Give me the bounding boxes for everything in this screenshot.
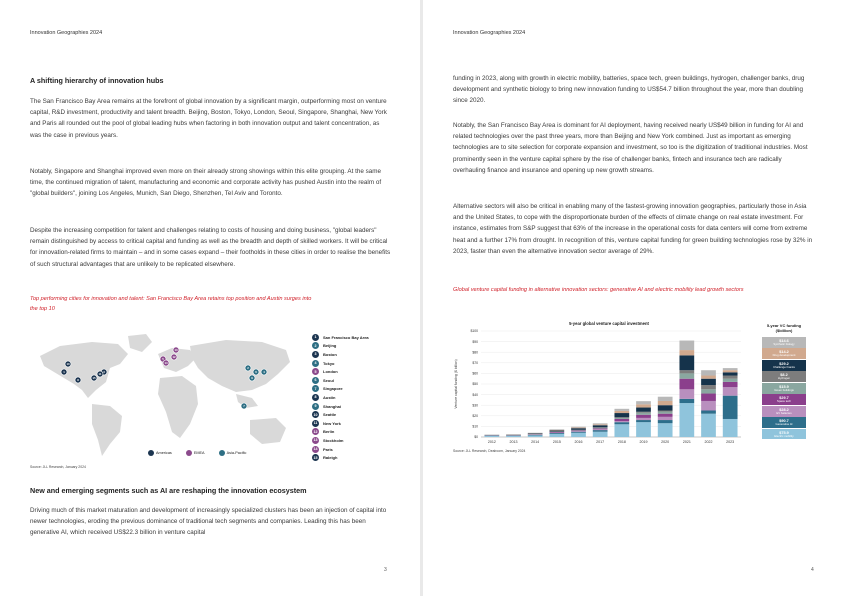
x-tick-label: 2017 bbox=[596, 440, 605, 444]
bar-segment bbox=[658, 420, 673, 423]
bar-segment bbox=[679, 403, 694, 437]
bar-segment bbox=[701, 401, 716, 411]
vc-total-sector: Generative AI bbox=[775, 422, 793, 427]
bar-segment bbox=[571, 433, 586, 437]
bar-segment bbox=[614, 421, 629, 422]
city-name: Boston bbox=[323, 351, 337, 357]
y-tick-label: $40 bbox=[472, 392, 478, 397]
bar-segment bbox=[701, 394, 716, 401]
bar-segment bbox=[593, 428, 608, 429]
y-tick-label: $100 bbox=[470, 329, 478, 334]
vc-total-value: $90.7 bbox=[779, 419, 789, 424]
vc-total-value: $14.2 bbox=[779, 350, 789, 355]
x-tick-label: 2012 bbox=[487, 440, 496, 444]
city-rank-badge: 6 bbox=[312, 377, 319, 384]
city-marker-label: 15 bbox=[92, 376, 96, 381]
chart-title: 5-year global venture capital investment bbox=[569, 321, 649, 326]
x-tick-label: 2016 bbox=[574, 440, 583, 444]
bar-segment bbox=[571, 431, 586, 432]
city-marker-label: 10 bbox=[66, 362, 70, 367]
bar-segment bbox=[701, 389, 716, 393]
north-america-shape bbox=[40, 342, 128, 398]
vc-total-sector: Challenger banks bbox=[773, 364, 795, 369]
x-tick-label: 2021 bbox=[682, 440, 691, 444]
bar-segment bbox=[614, 413, 629, 417]
africa-shape bbox=[158, 376, 198, 438]
city-rank-badge: 15 bbox=[313, 455, 318, 460]
x-tick-label: 2015 bbox=[552, 440, 561, 444]
city-name: New York bbox=[323, 420, 341, 426]
bar-segment bbox=[528, 435, 543, 437]
bar-segment bbox=[723, 387, 738, 395]
bar-segment bbox=[723, 379, 738, 382]
y-tick-label: $80 bbox=[472, 350, 478, 355]
city-marker bbox=[241, 403, 247, 409]
y-tick-label: $10 bbox=[472, 424, 478, 429]
city-rank-badge: 3 bbox=[312, 351, 319, 358]
bar-segment bbox=[701, 379, 716, 385]
bar-segment bbox=[593, 428, 608, 429]
body-paragraph: Notably, the San Francisco Bay Area is dominant for AI deployment, having received nearly US$49 billion in funding for AI and related technologies over the past three years, more than Beijing and New York combined. Just as important as emerging technologies are to site selection for corporate expansion and investment, so too is the digitization of traditional industries. Most prominently seen in the venture capital sphere by the rise of challenger banks, fintech and insurance tech are radically overhauling finance and insurance and opening up new growth streams. bbox=[453, 122, 808, 174]
city-list-item bbox=[312, 445, 369, 454]
vc-total-value: $28.2 bbox=[779, 407, 789, 412]
city-marker-label: 1 bbox=[63, 370, 65, 375]
city-rank-badge: 12 bbox=[313, 429, 318, 434]
bar-segment bbox=[593, 425, 608, 427]
bar-segment bbox=[614, 424, 629, 437]
bar-segment bbox=[679, 399, 694, 403]
bar-segment bbox=[636, 401, 651, 404]
page-number: 3 bbox=[384, 567, 387, 573]
vc-total-box bbox=[762, 383, 806, 394]
city-name: San Francisco Bay Area bbox=[323, 334, 369, 340]
bar-segment bbox=[614, 419, 629, 421]
bar-segment bbox=[658, 401, 673, 405]
vc-total-sector: Synthetic biology bbox=[773, 341, 795, 346]
right-page bbox=[423, 0, 843, 596]
vc-total-value: $15.9 bbox=[779, 384, 789, 389]
bar-segment bbox=[593, 429, 608, 430]
city-marker-label: 12 bbox=[172, 355, 176, 360]
bar-segment bbox=[658, 423, 673, 437]
region-legend-asia-pacific bbox=[219, 450, 247, 456]
bar-segment bbox=[636, 415, 651, 418]
bar-segment bbox=[549, 430, 564, 431]
city-marker bbox=[173, 347, 179, 353]
body-paragraph: Despite the increasing competition for talent and challenges relating to costs of housing and doing business, "global leaders" remain distinguished by access to critical capital and funding as well as the breadth and depth of skilled workers. It will be critical for innovation-related firms to maintain – and in some cases expand – their footholds in these cities in order to realise the benefits of such structural advantages that are unlikely to be replicated elsewhere. bbox=[30, 227, 391, 268]
y-tick-label: $30 bbox=[472, 403, 478, 408]
bar-segment bbox=[636, 413, 651, 415]
bar-segment bbox=[549, 433, 564, 434]
bar-segment bbox=[679, 373, 694, 378]
bar-segment bbox=[723, 368, 738, 370]
running-header: Innovation Geographies 2024 bbox=[30, 30, 103, 36]
x-tick-label: 2019 bbox=[639, 440, 648, 444]
city-list-item bbox=[312, 342, 369, 351]
y-tick-label: $20 bbox=[472, 414, 478, 418]
city-rank-badge: 2 bbox=[312, 342, 319, 349]
bar-segment bbox=[658, 414, 673, 417]
city-name: Seoul bbox=[323, 377, 334, 383]
bar-segment bbox=[593, 430, 608, 432]
bar-segment bbox=[571, 427, 586, 428]
city-marker bbox=[65, 361, 71, 367]
city-marker bbox=[91, 375, 97, 381]
city-marker bbox=[61, 369, 67, 375]
vc-total-sector: Electric mobility bbox=[774, 433, 794, 438]
city-marker-label: 4 bbox=[263, 370, 265, 375]
bar-segment bbox=[571, 431, 586, 432]
bar-segment bbox=[506, 436, 521, 437]
bar-segment bbox=[636, 422, 651, 437]
vc-total-value: $29.2 bbox=[779, 361, 789, 366]
region-legend-americas bbox=[148, 450, 172, 456]
bar-segment bbox=[658, 405, 673, 410]
city-list-item bbox=[312, 428, 369, 437]
city-marker-label: 13 bbox=[174, 348, 178, 353]
city-list-item bbox=[312, 410, 369, 419]
bar-segment bbox=[571, 428, 586, 430]
bar-segment bbox=[593, 432, 608, 437]
vc-total-sector: Space tech bbox=[777, 399, 791, 404]
vc-total-value: $14.6 bbox=[779, 338, 789, 343]
map-source: Source: JLL Research, January 2024 bbox=[30, 465, 86, 469]
region-label: Asia-Pacific bbox=[226, 451, 247, 455]
bar-segment bbox=[549, 430, 564, 431]
city-marker bbox=[171, 354, 177, 360]
city-marker bbox=[75, 377, 81, 383]
bar-segment bbox=[679, 379, 694, 390]
city-rank-badge: 13 bbox=[313, 438, 318, 443]
bar-segment bbox=[701, 414, 716, 437]
vc-panel-title: 5-year VC funding ($billion) bbox=[766, 323, 802, 333]
chart-source: Source: JLL Research, Dealroom, January 2024 bbox=[453, 449, 526, 453]
city-rank-badge: 10 bbox=[313, 412, 318, 417]
city-list-item bbox=[312, 367, 369, 376]
city-name: Berlin bbox=[323, 429, 335, 435]
bar-segment bbox=[723, 372, 738, 375]
region-legend bbox=[148, 450, 246, 456]
city-marker bbox=[245, 365, 251, 371]
y-tick-label: $60 bbox=[472, 371, 478, 376]
city-marker bbox=[261, 369, 267, 375]
city-list-item bbox=[312, 350, 369, 359]
body-paragraph: Notably, Singapore and Shanghai improved even more on their already strong showings within this elite grouping. At the same time, the continued migration of talent, manufacturing and economic and corporate activity has pushed Austin into the realm of "global builders", joining Los Angeles, Munich, San Diego, Shenzhen, Tel Aviv and Toronto. bbox=[30, 168, 382, 198]
x-tick-label: 2018 bbox=[617, 440, 626, 444]
city-name: Raleigh bbox=[323, 455, 338, 461]
vc-total-box bbox=[762, 406, 806, 417]
chart-caption: Global venture capital funding in alternative innovation sectors: generative AI and electric mobility lead growth sectors bbox=[453, 287, 744, 293]
vc-total-sector: Hydrogen bbox=[777, 376, 791, 381]
city-marker bbox=[249, 375, 255, 381]
city-name: Singapore bbox=[323, 386, 343, 392]
left-page bbox=[0, 0, 420, 596]
vc-total-sector: Drug development bbox=[772, 353, 796, 358]
city-name: Stockholm bbox=[323, 437, 344, 443]
bar-segment bbox=[549, 434, 564, 437]
body-paragraph: Alternative sectors will also be critical in enabling many of the fastest-growing innovation geographies, particularly those in Asia and the United States, to cope with the disproportionate burden of the effects of climate change on real estate investment. For instance, estimates from S&P suggest that 63% of the increase in the operational costs for data centers will come from extreme heat and a further 17% from drought. In recognition of this, venture capital funding for green building technologies rose by 32% in 2023, faster than even the alternative innovation sector average of 29%. bbox=[453, 203, 813, 255]
bar-segment bbox=[593, 424, 608, 425]
city-list-item bbox=[312, 402, 369, 411]
city-name: Tokyo bbox=[323, 360, 335, 366]
bar-segment bbox=[636, 412, 651, 413]
city-name: Beijing bbox=[323, 343, 337, 349]
vc-total-value: $8.2 bbox=[780, 373, 788, 378]
city-rank-badge: 9 bbox=[312, 403, 319, 410]
bar-segment bbox=[723, 419, 738, 437]
vc-total-box bbox=[762, 429, 806, 440]
city-rank-badge: 4 bbox=[312, 360, 319, 367]
page-number: 4 bbox=[811, 567, 814, 573]
bar-segment bbox=[614, 418, 629, 419]
city-rank-badge: 14 bbox=[313, 447, 318, 452]
city-rank-badge: 5 bbox=[312, 368, 319, 375]
city-rank-badge: 8 bbox=[312, 394, 319, 401]
bar-segment bbox=[723, 382, 738, 387]
vc-total-box bbox=[762, 348, 806, 359]
y-axis-label: Venture capital funding ($ billion) bbox=[454, 359, 458, 409]
bar-segment bbox=[701, 370, 716, 375]
bar-segment bbox=[636, 420, 651, 422]
city-marker-label: 9 bbox=[251, 376, 253, 381]
bar-segment bbox=[658, 411, 673, 412]
bar-segment bbox=[658, 412, 673, 414]
city-rank-badge: 7 bbox=[312, 385, 319, 392]
vc-total-box bbox=[762, 371, 806, 382]
asia-shape bbox=[190, 340, 290, 392]
y-tick-label: $70 bbox=[472, 361, 478, 365]
bar-segment bbox=[549, 429, 564, 430]
x-tick-label: 2023 bbox=[726, 440, 735, 444]
australia-shape bbox=[250, 418, 286, 444]
city-list-item bbox=[312, 436, 369, 445]
city-list-item bbox=[312, 453, 369, 462]
greenland-shape bbox=[128, 334, 152, 352]
bar-segment bbox=[636, 418, 651, 420]
asia-pacific-dot bbox=[219, 450, 225, 456]
bar-segment bbox=[701, 376, 716, 379]
city-rank-badge: 11 bbox=[313, 421, 318, 426]
bar-segment bbox=[528, 435, 543, 436]
city-marker-label: 11 bbox=[98, 372, 102, 377]
city-list-item bbox=[312, 359, 369, 368]
y-tick-label: $50 bbox=[472, 382, 478, 387]
world-map bbox=[30, 328, 315, 463]
region-label: Americas bbox=[156, 451, 172, 455]
map-caption: Top performing cities for innovation and talent: San Francisco Bay Area retains top position and Austin surges into the top 10 bbox=[30, 296, 312, 312]
region-label: EMEA bbox=[193, 451, 205, 455]
city-list-item bbox=[312, 393, 369, 402]
bar-segment bbox=[571, 432, 586, 433]
bar-segment bbox=[679, 341, 694, 351]
city-marker-label: 5 bbox=[162, 357, 164, 362]
city-ranking-list bbox=[312, 333, 369, 462]
section-heading: New and emerging segments such as AI are reshaping the innovation ecosystem bbox=[30, 486, 307, 495]
running-header: Innovation Geographies 2024 bbox=[453, 30, 526, 36]
vc-total-box bbox=[762, 394, 806, 405]
vc-total-value: $75.9 bbox=[779, 430, 789, 435]
americas-dot bbox=[148, 450, 154, 456]
x-tick-label: 2022 bbox=[704, 440, 713, 444]
bar-segment bbox=[593, 423, 608, 424]
bar-segment bbox=[701, 411, 716, 414]
city-marker-label: 8 bbox=[77, 378, 79, 383]
bar-segment bbox=[636, 408, 651, 412]
vc-totals-panel bbox=[762, 323, 806, 440]
bar-segment bbox=[636, 404, 651, 407]
city-list-item bbox=[312, 376, 369, 385]
city-rank-badge: 1 bbox=[312, 334, 319, 341]
bar-segment bbox=[723, 376, 738, 379]
region-legend-emea bbox=[186, 450, 205, 456]
city-marker-label: 7 bbox=[243, 404, 245, 409]
city-marker-label: 2 bbox=[247, 366, 249, 371]
bar-segment bbox=[614, 409, 629, 411]
city-name: London bbox=[323, 369, 338, 375]
y-tick-label: $0 bbox=[474, 435, 478, 440]
bar-segment bbox=[658, 397, 673, 401]
city-marker bbox=[253, 369, 259, 375]
vc-funding-chart bbox=[451, 318, 751, 453]
vc-total-value: $29.7 bbox=[779, 396, 789, 401]
bar-segment bbox=[723, 370, 738, 372]
bar-segment bbox=[679, 350, 694, 355]
x-tick-label: 2020 bbox=[661, 440, 670, 444]
bar-segment bbox=[549, 432, 564, 433]
vc-total-sector: Green buildings bbox=[774, 387, 794, 392]
city-name: Austin bbox=[323, 394, 336, 400]
x-tick-label: 2014 bbox=[531, 440, 540, 444]
vc-total-sector: EV batteries bbox=[776, 410, 792, 415]
body-paragraph: The San Francisco Bay Area remains at the forefront of global innovation by a significant margin, outperforming most on venture capital, R&D investment, productivity and talent breadth. Beijing, Boston, Tokyo, London, Seoul, Singapore, Shanghai, New York and Paris all rounded out the pool of global leading hubs when factoring in both innovation output and talent concentration, as was the case in previous years. bbox=[30, 98, 387, 139]
x-tick-label: 2013 bbox=[509, 440, 518, 444]
bar-segment bbox=[614, 422, 629, 424]
bar-segment bbox=[614, 417, 629, 418]
body-paragraph: Driving much of this market maturation and development of increasingly specialized clusters has been an injection of capital into newer technologies, eroding the previous dominance of traditional tech segments and companies. Leading this has been generative AI, which received US$22.3 billion in venture capital bbox=[30, 507, 387, 537]
y-tick-label: $90 bbox=[472, 339, 478, 344]
bar-segment bbox=[528, 434, 543, 435]
vc-total-box bbox=[762, 417, 806, 428]
bar-segment bbox=[484, 436, 499, 437]
city-marker-label: 6 bbox=[255, 370, 257, 375]
city-list-item bbox=[312, 385, 369, 394]
bar-segment bbox=[679, 389, 694, 399]
city-name: Shanghai bbox=[323, 403, 342, 409]
city-marker-label: 3 bbox=[103, 370, 105, 375]
city-marker bbox=[163, 360, 169, 366]
vc-total-box bbox=[762, 337, 806, 348]
city-name: Seattle bbox=[323, 412, 337, 418]
city-marker-label: 14 bbox=[164, 361, 168, 366]
bar-segment bbox=[571, 428, 586, 429]
city-list-item bbox=[312, 333, 369, 342]
section-heading: A shifting hierarchy of innovation hubs bbox=[30, 76, 164, 85]
south-america-shape bbox=[92, 404, 122, 456]
city-list-item bbox=[312, 419, 369, 428]
bar-segment bbox=[701, 385, 716, 389]
bar-segment bbox=[679, 355, 694, 370]
bar-segment bbox=[614, 411, 629, 413]
vc-total-box bbox=[762, 360, 806, 371]
bar-segment bbox=[658, 417, 673, 420]
city-name: Paris bbox=[323, 446, 333, 452]
emea-dot bbox=[186, 450, 192, 456]
body-paragraph: funding in 2023, along with growth in electric mobility, batteries, space tech, green buildings, hydrogen, challenger banks, drug development and synthetic biology to bring new innovation funding to US$54.7 billion throughout the year, more than doubling since 2020. bbox=[453, 75, 805, 105]
bar-segment bbox=[723, 396, 738, 419]
city-marker bbox=[97, 371, 103, 377]
bar-segment bbox=[679, 370, 694, 373]
